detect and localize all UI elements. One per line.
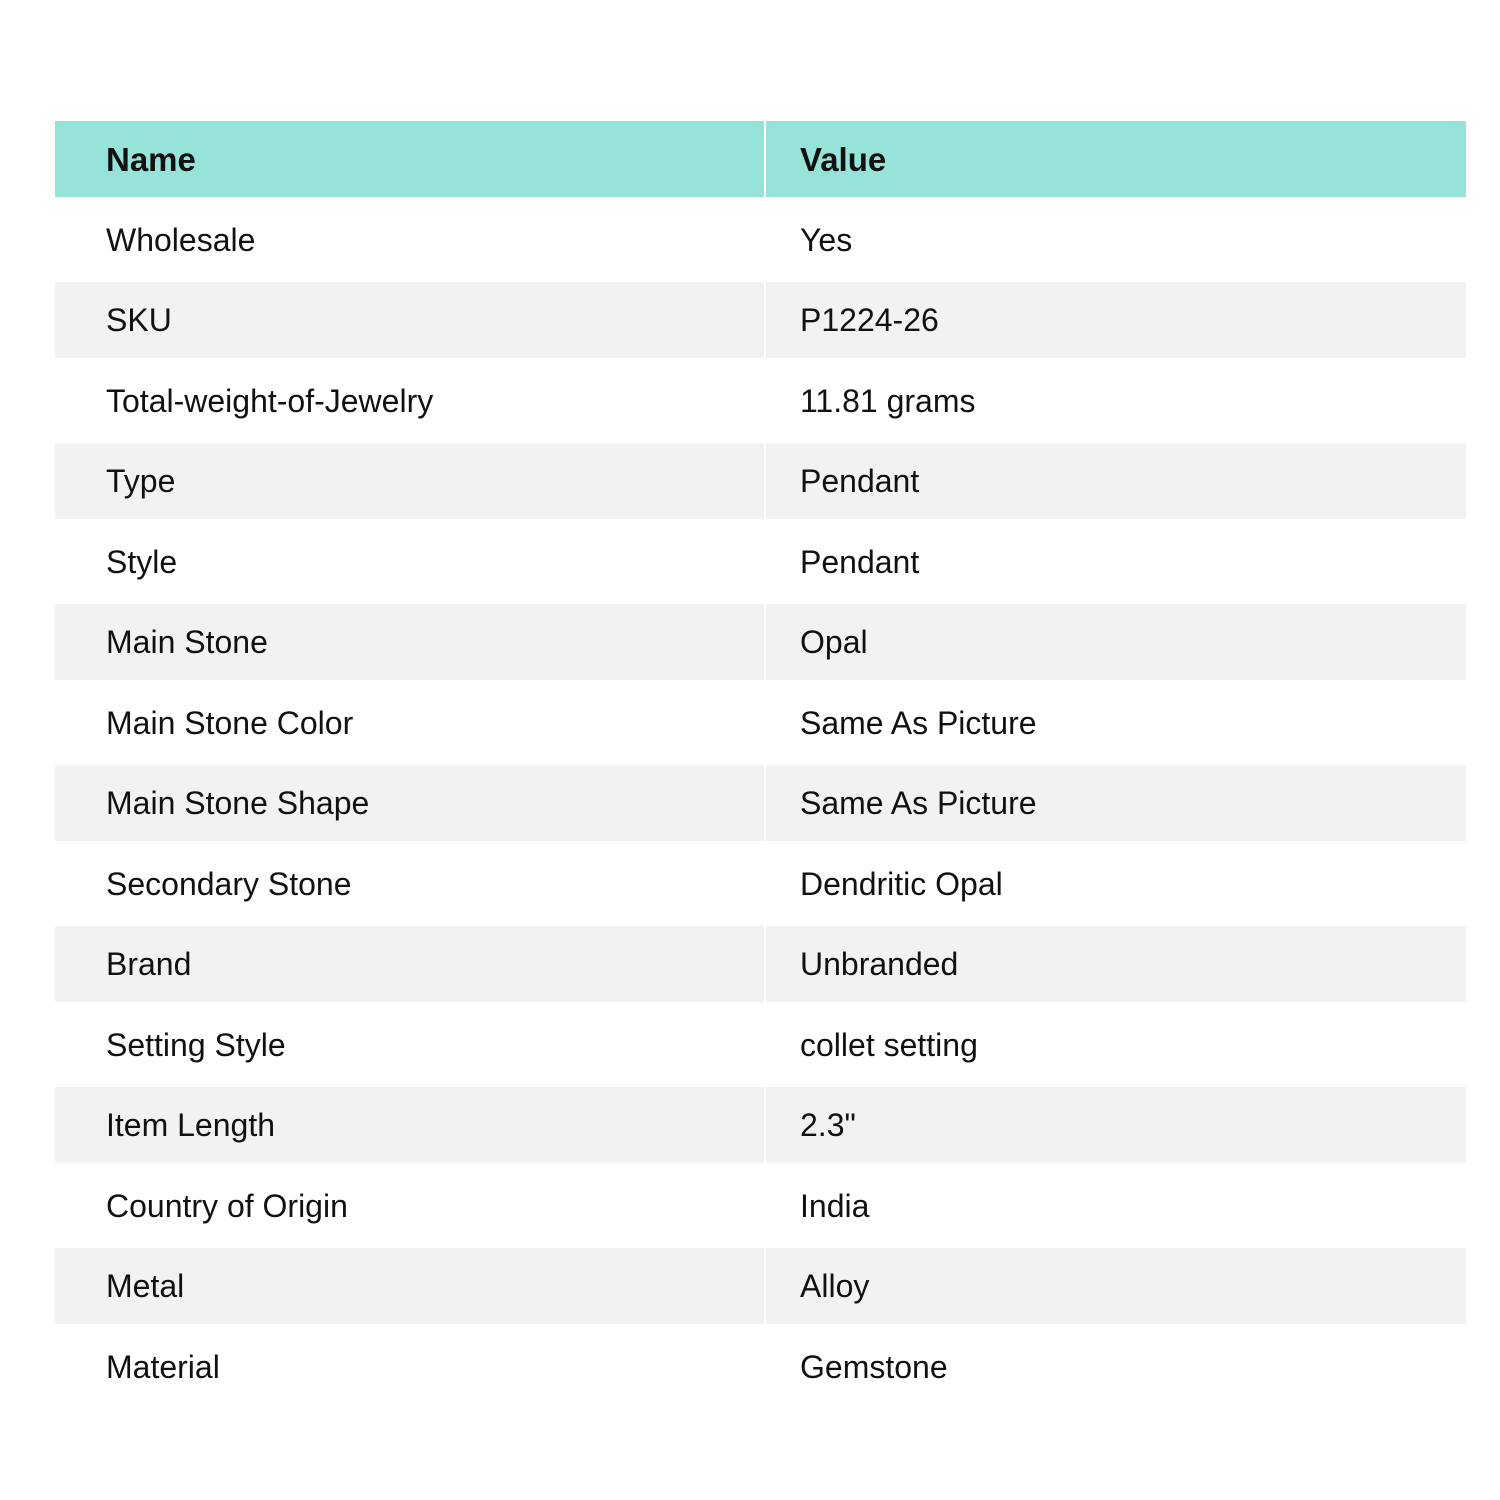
row-value: 11.81 grams [800, 382, 976, 419]
row-name: Brand [55, 926, 766, 1002]
row-value: Dendritic Opal [800, 865, 1003, 902]
row-name: Item Length [55, 1087, 766, 1163]
table-row [55, 926, 1466, 1002]
row-name: Type [55, 443, 766, 519]
row-value: 2.3" [800, 1107, 856, 1143]
row-value: Gemstone [800, 1348, 948, 1385]
row-name: Total-weight-of-Jewelry [106, 382, 434, 419]
table-row [55, 358, 1466, 443]
header-name: Name [55, 121, 766, 197]
table-row [55, 765, 1466, 841]
specifications-table [55, 121, 1466, 1409]
row-name: Secondary Stone [106, 865, 352, 902]
row-value: Alloy [800, 1268, 870, 1304]
row-value: Same As Picture [800, 785, 1037, 821]
table-row [55, 604, 1466, 680]
table-row [55, 1002, 1466, 1087]
row-value: India [800, 1187, 870, 1224]
table-row [55, 282, 1466, 358]
table-row [55, 443, 1466, 519]
row-name: Metal [55, 1248, 766, 1324]
row-name: Country of Origin [106, 1187, 348, 1224]
table-header-row [55, 121, 1466, 197]
table-row [55, 197, 1466, 282]
table-row [55, 1163, 1466, 1248]
row-name: Material [106, 1348, 220, 1385]
row-name: Wholesale [106, 221, 256, 258]
table-row [55, 841, 1466, 926]
row-value: Opal [800, 624, 868, 660]
row-name: Style [106, 543, 178, 580]
table-row [55, 1248, 1466, 1324]
table-row [55, 1087, 1466, 1163]
row-value: collet setting [800, 1026, 978, 1063]
table-row [55, 1324, 1466, 1409]
row-value: Unbranded [800, 946, 959, 982]
row-name: SKU [55, 282, 766, 358]
row-value: Same As Picture [800, 704, 1037, 741]
row-name: Setting Style [106, 1026, 286, 1063]
table-row [55, 680, 1466, 765]
row-name: Main Stone Shape [55, 765, 766, 841]
row-value: Pendant [800, 463, 920, 499]
row-name: Main Stone Color [106, 704, 354, 741]
header-value: Value [800, 140, 887, 178]
table-row [55, 519, 1466, 604]
row-value: Pendant [800, 543, 920, 580]
row-name: Main Stone [55, 604, 766, 680]
row-value: Yes [800, 221, 853, 258]
row-value: P1224-26 [800, 302, 939, 338]
